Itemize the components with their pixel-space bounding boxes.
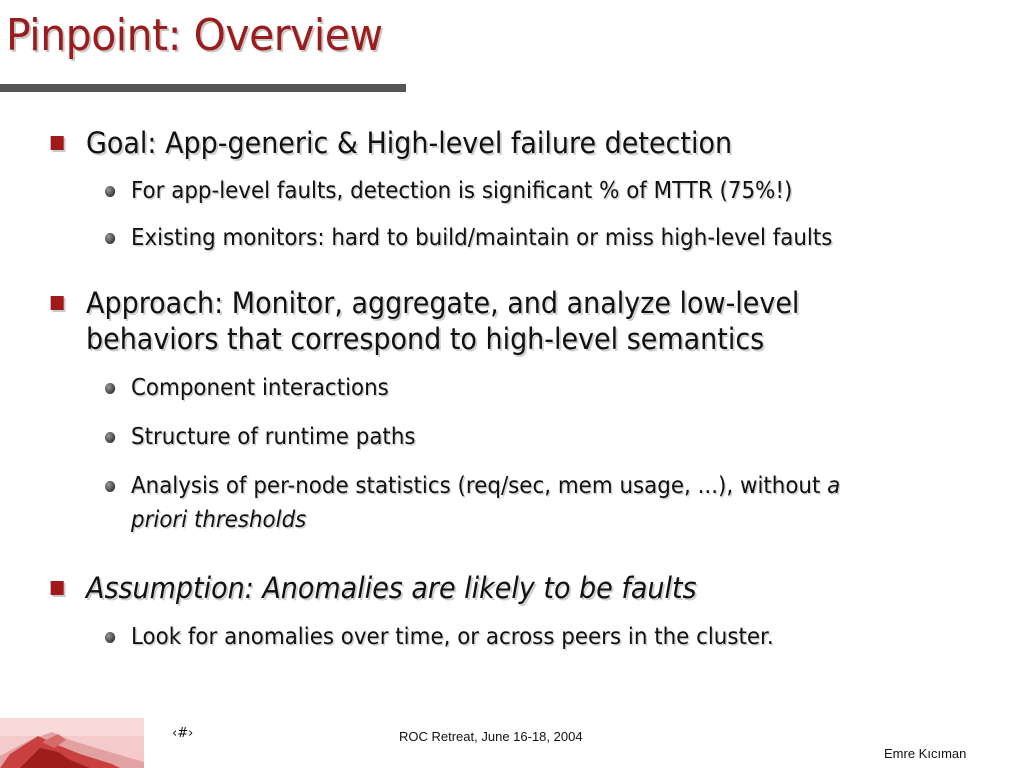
round-bullet-icon [105,432,115,443]
sub-bullet [131,221,949,255]
square-bullet-icon [51,296,64,310]
round-bullet-icon [105,632,115,643]
sub-bullet-text: Look for anomalies over time, or across peers in the cluster. [131,624,774,650]
bullet-approach [86,285,923,357]
sub-bullet-text: Component interactions [131,375,389,401]
sub-bullet [131,620,949,654]
bullet-text-line-1: Approach: Monitor, aggregate, and analyze low-level [86,286,800,320]
bullet-goal [86,125,923,161]
footer-author: Emre Kıcıman [884,746,967,761]
sub-bullet [131,420,949,454]
square-bullet-icon [51,581,64,595]
title-underline [0,84,406,92]
sub-bullet-text: Analysis of per-node statistics (req/sec, mem usage, ...), without [131,473,828,499]
sub-bullet-text: Existing monitors: hard to build/maintain or miss high-level faults [131,225,833,251]
page-number: ‹#› [172,726,194,741]
sub-bullet-italic: a [827,473,841,499]
mountain-logo-icon [0,718,144,768]
bullet-assumption [86,570,923,606]
bullet-text: Goal: App-generic & High-level failure detection [86,126,733,160]
sub-bullet-text: Structure of runtime paths [131,424,416,450]
square-bullet-icon [51,136,64,150]
round-bullet-icon [105,186,115,197]
bullet-text: Assumption: Anomalies are likely to be faults [86,571,697,605]
round-bullet-icon [105,383,115,394]
footer-event: ROC Retreat, June 16-18, 2004 [399,729,583,744]
sub-bullet-text: For app-level faults, detection is significant % of MTTR (75%!) [131,178,793,204]
round-bullet-icon [105,233,115,244]
sub-bullet [131,469,949,537]
round-bullet-icon [105,481,115,492]
sub-bullet-italic: priori thresholds [131,507,307,533]
sub-bullet [131,174,949,208]
sub-bullet [131,371,949,405]
bullet-text-line-2: behaviors that correspond to high-level semantics [86,322,765,356]
slide-title: Pinpoint: Overview [6,10,383,61]
